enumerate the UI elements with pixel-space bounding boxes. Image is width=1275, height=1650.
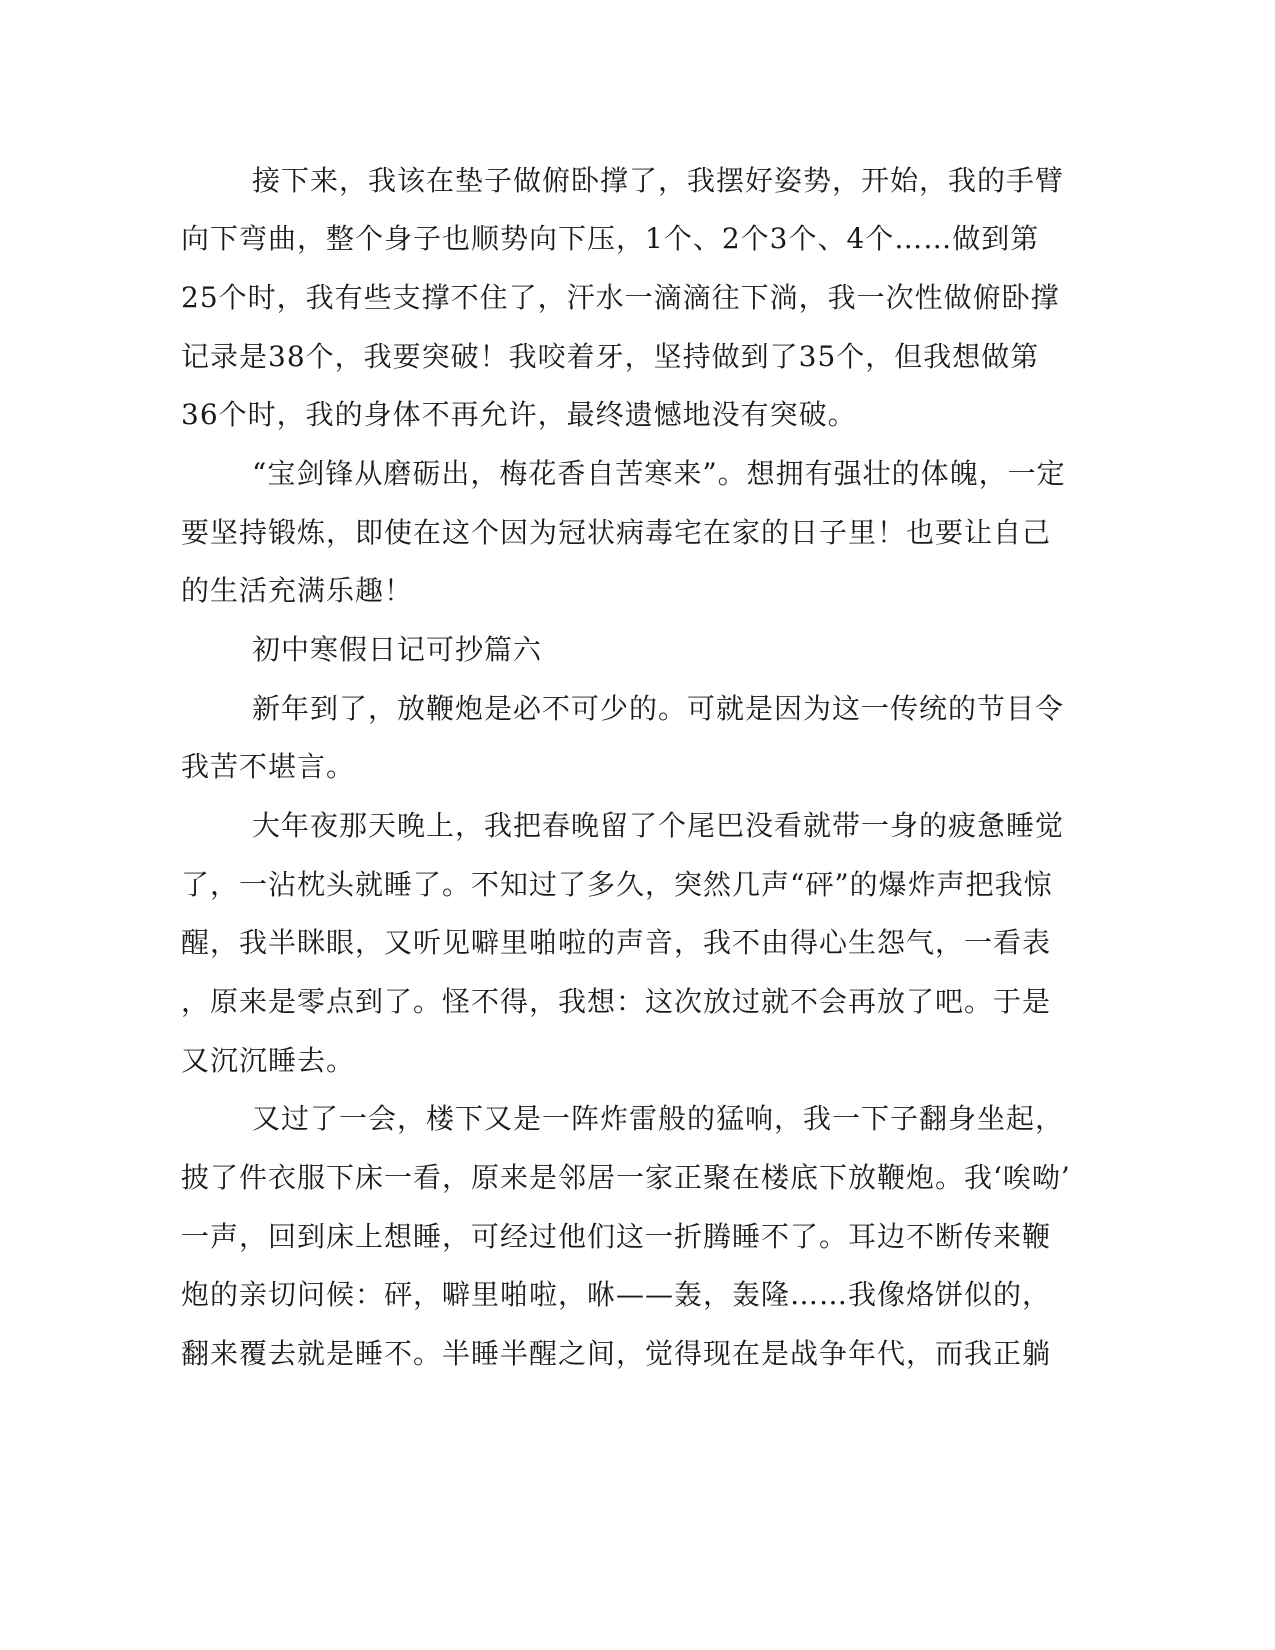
text-line: 又沉沉睡去。 — [181, 1044, 356, 1077]
text-line: 我苦不堪言。 — [181, 750, 356, 783]
text-line: 要坚持锻炼，即使在这个因为冠状病毒宅在家的日子里！也要让自己 — [181, 516, 1052, 549]
section-heading: 初中寒假日记可抄篇六 — [252, 633, 543, 666]
text-line: 又过了一会，楼下又是一阵炸雷般的猛响，我一下子翻身坐起， — [252, 1102, 1065, 1135]
text-line: 记录是38个，我要突破！我咬着牙，坚持做到了35个，但我想做第 — [181, 340, 1040, 373]
text-line: 一声，回到床上想睡，可经过他们这一折腾睡不了。耳边不断传来鞭 — [181, 1220, 1052, 1253]
text-line: 大年夜那天晚上，我把春晚留了个尾巴没看就带一身的疲惫睡觉 — [252, 809, 1065, 842]
text-line: 披了件衣服下床一看，原来是邻居一家正聚在楼底下放鞭炮。我‘唉呦’ — [181, 1161, 1071, 1194]
text-line: 新年到了，放鞭炮是必不可少的。可就是因为这一传统的节目令 — [252, 692, 1065, 725]
text-line: 向下弯曲，整个身子也顺势向下压，1个、2个3个、4个……做到第 — [181, 222, 1040, 255]
text-line: 36个时，我的身体不再允许，最终遗憾地没有突破。 — [181, 398, 857, 431]
text-line: 翻来覆去就是睡不。半睡半醒之间，觉得现在是战争年代，而我正躺 — [181, 1337, 1052, 1370]
text-line: ，原来是零点到了。怪不得，我想：这次放过就不会再放了吧。于是 — [181, 985, 1052, 1018]
text-line: 接下来，我该在垫子做俯卧撑了，我摆好姿势，开始，我的手臂 — [252, 164, 1065, 197]
text-line: 25个时，我有些支撑不住了，汗水一滴滴往下淌，我一次性做俯卧撑 — [181, 281, 1060, 314]
text-line: 醒，我半眯眼，又听见噼里啪啦的声音，我不由得心生怨气，一看表 — [181, 926, 1052, 959]
text-line: 了，一沾枕头就睡了。不知过了多久，突然几声“砰”的爆炸声把我惊 — [181, 868, 1053, 901]
text-line: 炮的亲切问候：砰，噼里啪啦，咻——轰，轰隆……我像烙饼似的， — [181, 1278, 1052, 1311]
text-line: “宝剑锋从磨砺出，梅花香自苦寒来”。想拥有强壮的体魄，一定 — [252, 457, 1066, 490]
text-line: 的生活充满乐趣！ — [181, 574, 414, 607]
